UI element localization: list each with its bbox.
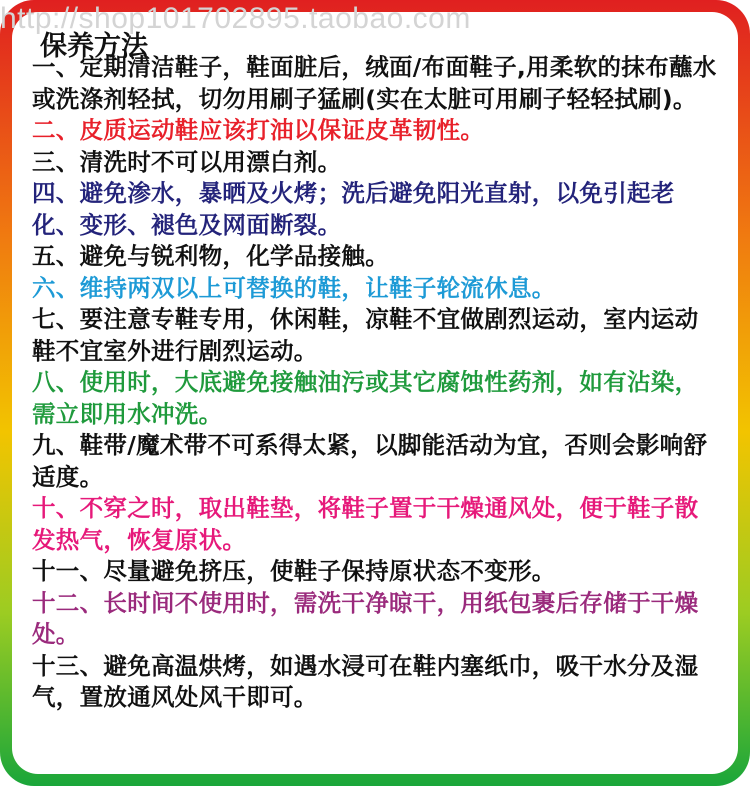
instruction-item-5: 五、避免与锐利物，化学品接触。	[32, 242, 389, 270]
instruction-item-6: 六、维持两双以上可替换的鞋，让鞋子轮流休息。	[32, 273, 556, 302]
instruction-item-9: 九、鞋带/魔术带不可系得太紧，以脚能活动为宜，否则会影响舒适度。	[32, 431, 708, 491]
instruction-item-8: 八、使用时，大底避免接触油污或其它腐蚀性药剂，如有沾染，需立即用水冲洗。	[32, 368, 699, 428]
instruction-item-7: 七、要注意专鞋专用，休闲鞋，凉鞋不宜做剧烈运动，室内运动鞋不宜室外进行剧烈运动。	[32, 305, 699, 365]
watermark-url: http://shop101702895.taobao.com	[0, 2, 471, 35]
instruction-item-4: 四、避免渗水，暴晒及火烤；洗后避免阳光直射，以免引起老化、变形、褪色及网面断裂。	[32, 179, 675, 239]
instruction-item-1: 一、定期清洁鞋子，鞋面脏后，绒面/布面鞋子,用柔软的抹布蘸水或洗涤剂轻拭，切勿用刷子猛刷(实在太脏可用刷子轻轻拭刷)。	[32, 53, 717, 113]
instruction-item-11: 十一、尽量避免挤压，使鞋子保持原状态不变形。	[32, 557, 556, 585]
page-title: 保养方法	[40, 31, 148, 62]
instruction-item-13: 十三、避免高温烘烤，如遇水浸可在鞋内塞纸巾，吸干水分及湿气，置放通风处风干即可。	[32, 651, 699, 711]
instruction-item-12: 十二、长时间不使用时，需洗干净晾干，用纸包裹后存储于干燥处。	[32, 588, 699, 648]
instruction-item-2: 二、皮质运动鞋应该打油以保证皮革韧性。	[32, 116, 485, 144]
care-instructions-list	[32, 52, 722, 714]
instruction-item-10: 十、不穿之时，取出鞋垫，将鞋子置于干燥通风处，便于鞋子散发热气，恢复原状。	[32, 494, 699, 554]
instruction-item-3: 三、清洗时不可以用漂白剂。	[32, 147, 342, 176]
